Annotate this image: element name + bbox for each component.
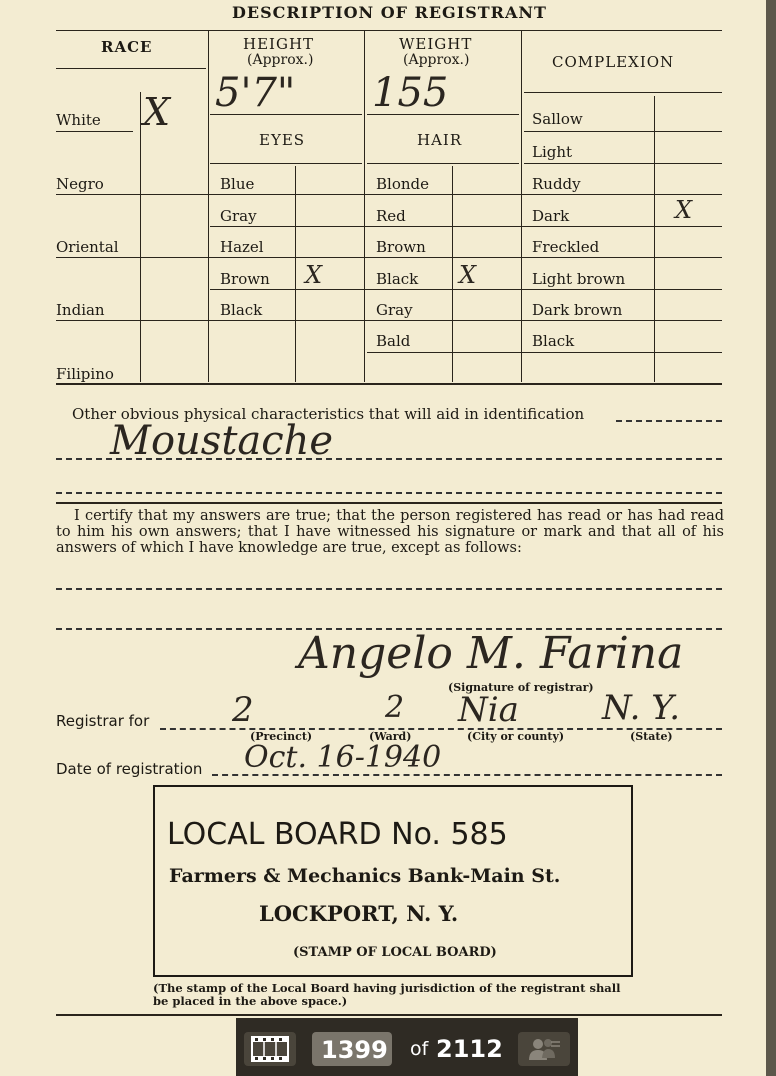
grid-line <box>521 30 522 382</box>
complexion-option: Light brown <box>532 270 626 288</box>
weight-entry: 155 <box>372 70 449 116</box>
characteristics-entry: Moustache <box>110 418 334 464</box>
grid-line <box>524 163 722 164</box>
grid-line <box>654 96 655 382</box>
race-mark: X <box>143 90 171 134</box>
race-header: RACE <box>101 38 153 56</box>
registrar-signature: Angelo M. Farina <box>298 628 684 679</box>
eyes-mark: X <box>305 261 323 289</box>
grid-line <box>56 320 722 321</box>
grid-line <box>364 30 365 382</box>
people-button[interactable] <box>518 1032 570 1066</box>
stamp-note: (The stamp of the Local Board having jurisdiction of the registrant shall be placed in the above space.) <box>153 981 621 1008</box>
eye-option: Blue <box>220 175 255 193</box>
grid-line <box>524 131 722 132</box>
complexion-option: Light <box>532 143 573 161</box>
grid-line <box>56 257 722 258</box>
city-label: (City or county) <box>467 730 565 743</box>
hair-option: Blonde <box>376 175 429 193</box>
divider <box>56 1014 722 1016</box>
eye-option: Black <box>220 301 263 319</box>
grid-line <box>367 352 722 353</box>
hair-option: Black <box>376 270 419 288</box>
complexion-option: Ruddy <box>532 175 581 193</box>
ward-label: (Ward) <box>369 730 412 743</box>
dotted-line <box>56 492 722 494</box>
ward-entry: 2 <box>385 690 405 725</box>
stamp-line-1: LOCAL BOARD No. 585 <box>167 817 508 852</box>
dotted-line <box>616 420 722 422</box>
card-heading: DESCRIPTION OF REGISTRANT <box>232 3 547 22</box>
dotted-line <box>56 458 722 460</box>
viewer-toolbar <box>236 1018 578 1076</box>
precinct-entry: 2 <box>232 690 254 730</box>
complexion-header: COMPLEXION <box>552 53 675 71</box>
page-number-field[interactable] <box>312 1032 392 1066</box>
grid-line <box>56 383 722 385</box>
hair-header: HAIR <box>417 131 463 149</box>
grid-line <box>295 166 296 382</box>
divider <box>56 502 722 504</box>
stamp-caption: (STAMP OF LOCAL BOARD) <box>293 945 497 960</box>
page-edge <box>766 0 776 1076</box>
hair-mark: X <box>459 261 477 289</box>
grid-line <box>56 131 133 132</box>
date-entry: Oct. 16-1940 <box>244 740 442 775</box>
stamp-line-3: LOCKPORT, N. Y. <box>259 901 459 926</box>
grid-line <box>210 226 722 227</box>
film-strip-icon <box>251 1036 289 1062</box>
divider <box>56 30 722 31</box>
race-option: Negro <box>56 175 104 193</box>
height-entry: 5'7" <box>215 70 296 116</box>
signature-label: (Signature of registrar) <box>448 681 594 694</box>
characteristics-label: Other obvious physical characteristics that will aid in identification <box>72 405 585 423</box>
film-strip-button[interactable] <box>244 1032 296 1066</box>
state-entry: N. Y. <box>602 688 681 728</box>
date-label: Date of registration <box>56 760 203 778</box>
certification-text: I certify that my answers are true; that the person registered has read or has had read to him his own answers; that I have witnessed his signature or mark and that all of his answers of which I have knowledge are true, except as follows: <box>56 508 724 556</box>
grid-line <box>210 289 722 290</box>
eyes-header: EYES <box>259 131 306 149</box>
complexion-option: Dark <box>532 207 570 225</box>
grid-line <box>208 30 209 382</box>
grid-line <box>56 194 722 195</box>
grid-line <box>524 92 722 93</box>
of-label: of <box>410 1038 429 1060</box>
complexion-option: Sallow <box>532 110 583 128</box>
complexion-mark: X <box>675 196 693 224</box>
grid-line <box>452 166 453 382</box>
complexion-option: Black <box>532 332 575 350</box>
eye-option: Brown <box>220 270 270 288</box>
weight-subheader: (Approx.) <box>403 52 470 68</box>
complexion-option: Freckled <box>532 238 600 256</box>
grid-line <box>210 163 362 164</box>
dotted-line <box>56 588 722 590</box>
eye-option: Gray <box>220 207 257 225</box>
hair-option: Brown <box>376 238 426 256</box>
grid-line <box>140 92 141 382</box>
race-option: Filipino <box>56 365 114 383</box>
eye-option: Hazel <box>220 238 264 256</box>
height-header: HEIGHT <box>243 35 315 53</box>
complexion-option: Dark brown <box>532 301 623 319</box>
race-option: White <box>56 111 101 129</box>
registrar-for-label: Registrar for <box>56 712 150 730</box>
local-board-stamp <box>153 785 633 977</box>
stamp-line-2: Farmers & Mechanics Bank-Main St. <box>169 865 561 887</box>
race-option: Oriental <box>56 238 119 256</box>
hair-option: Bald <box>376 332 411 350</box>
city-entry: Nia <box>458 690 519 730</box>
grid-line <box>367 163 519 164</box>
height-subheader: (Approx.) <box>247 52 314 68</box>
state-label: (State) <box>630 730 673 743</box>
weight-header: WEIGHT <box>399 35 473 53</box>
grid-line <box>56 68 206 69</box>
total-pages: 2112 <box>436 1035 503 1063</box>
precinct-label: (Precinct) <box>250 730 313 743</box>
people-icon <box>527 1036 561 1062</box>
current-page: 1399 <box>321 1036 388 1064</box>
hair-option: Red <box>376 207 406 225</box>
hair-option: Gray <box>376 301 413 319</box>
race-option: Indian <box>56 301 105 319</box>
